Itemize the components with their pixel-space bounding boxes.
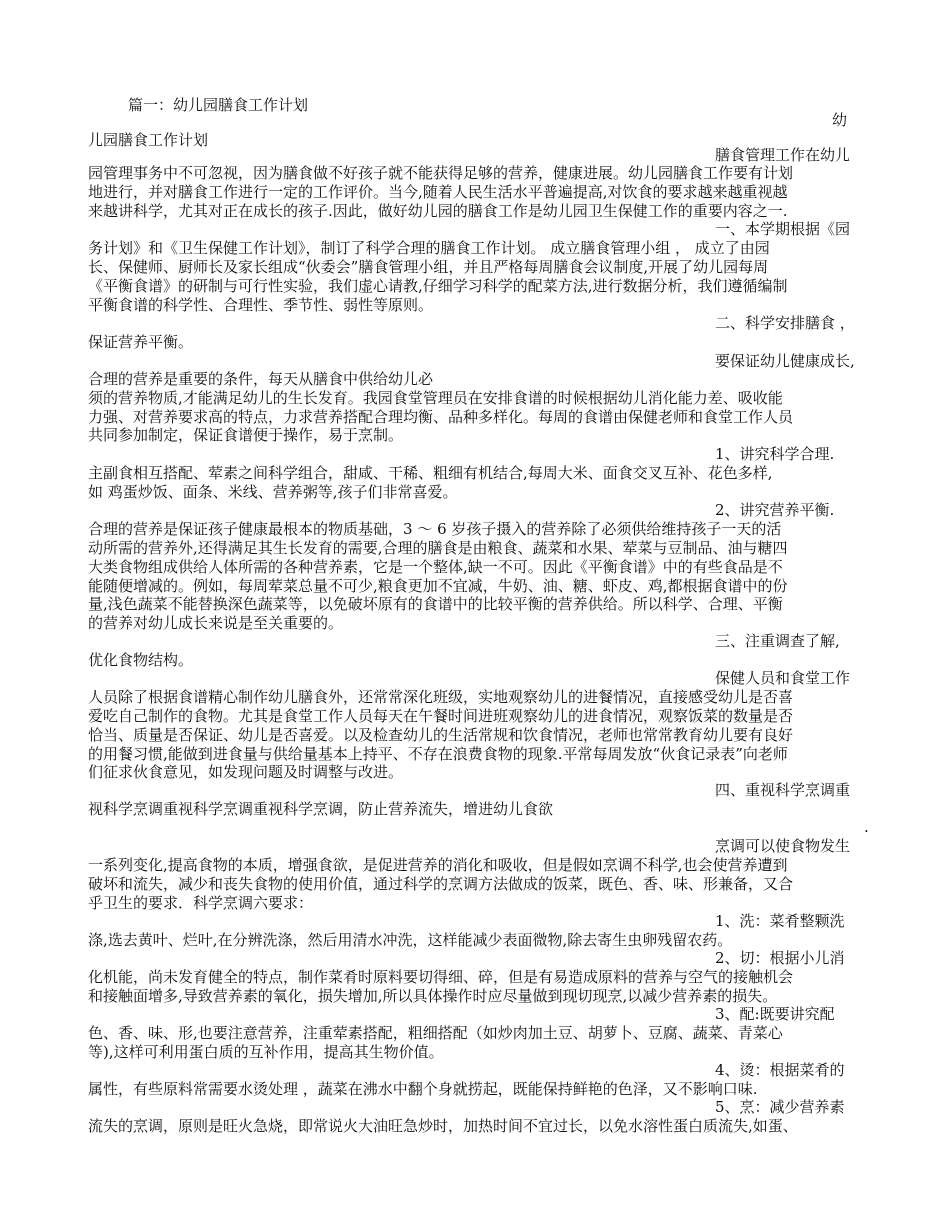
text-line: 2、讲究营养平衡. — [715, 501, 835, 519]
text-line: 大类食物组成供给人体所需的各种营养素，它是一个整体,缺一不可。因此《平衡食谱》中的有些食品是不 — [88, 558, 783, 576]
text-line: 幼 — [832, 111, 848, 129]
text-line: 乎卫生的要求．科学烹调六要求： — [88, 894, 314, 912]
text-line: 儿园膳食工作计划 — [88, 131, 209, 149]
text-line: 二、科学安排膳食 ， — [715, 314, 855, 332]
text-line: 色、香、味、形,也要注意营养，注重荤素搭配，粗细搭配（如炒肉加土豆、胡萝卜、豆腐、蔬菜、青菜心 — [88, 1024, 783, 1042]
text-line: 保证营养平衡。 — [88, 333, 194, 351]
text-line: 化机能，尚未发育健全的特点，制作菜肴时原料要切得细、碎，但是有易造成原料的营养与空气的接触机会 — [88, 968, 794, 986]
text-line: 来越讲科学，尤其对正在成长的孩子.因此，做好幼儿园的膳食工作是幼儿园卫生保健工作的重要内容之一. — [88, 202, 788, 220]
text-line: 膳食管理工作在幼儿 — [715, 146, 851, 164]
text-line: 合理的营养是保证孩子健康最根本的物质基础，3 ～ 6 岁孩子摄入的营养除了必须供给维持孩子一天的活 — [88, 520, 782, 538]
text-line: 的营养对幼儿成长来说是至关重要的。 — [88, 614, 344, 632]
text-line: 须的营养物质,才能满足幼儿的生长发育。我园食堂管理员在安排食谱的时候根据幼儿消化能力差、吸收能 — [88, 389, 783, 407]
text-line: 要保证幼儿健康成长, — [715, 352, 855, 370]
text-line: 3、配:既要讲究配 — [715, 1005, 835, 1023]
text-line: 如 鸡蛋炒饭、面条、米线、营养粥等,孩子们非常喜爱。 — [88, 483, 458, 501]
text-line: 一、本学期根据《园 — [715, 220, 851, 238]
text-line: 爱吃自己制作的食物。尤其是食堂工作人员每天在午餐时间进班观察幼儿的进食情况，观察饭菜的数量是否 — [88, 707, 794, 725]
text-line: 和接触面增多,导致营养素的氧化，损失增加,所以具体操作时应尽量做到现切现烹,以减少营养素的损失。 — [88, 987, 778, 1005]
text-line: 们征求伙食意见，如发现问题及时调整与改进。 — [88, 763, 404, 781]
text-line: 合理的营养是重要的条件，每天从膳食中供给幼儿必 — [88, 370, 434, 388]
text-line: 优化食物结构。 — [88, 651, 194, 669]
text-line: 长、保健师、厨师长及家长组成“伙委会”膳食管理小组，并且严格每周膳食会议制度,开展了幼儿园每周 — [88, 258, 769, 276]
text-line: 人员除了根据食谱精心制作幼儿膳食外，还常常深化班级，实地观察幼儿的进餐情况，直接感受幼儿是否喜 — [88, 688, 794, 706]
text-line: 流失的烹调，原则是旺火急烧，即常说火大油旺急炒时，加热时间不宜过长，以免水溶性蛋白质流失,如蛋、 — [88, 1117, 798, 1135]
text-line: 5、烹：减少营养素 — [715, 1098, 845, 1116]
text-line: 务计划》和《卫生保健工作计划》，制订了科学合理的膳食工作计划。 成立膳食管理小组 ， 成立了由园 — [88, 239, 770, 257]
text-line: 1、讲究科学合理. — [715, 445, 835, 463]
text-line: 保健人员和食堂工作 — [715, 669, 851, 687]
text-line: 等),这样可利用蛋白质的互补作用，提高其生物价值。 — [88, 1043, 444, 1061]
text-line: 2、切：根据小儿消 — [715, 949, 845, 967]
text-line: 《平衡食谱》的研制与可行性实验，我们虚心请教,仔细学习科学的配菜方法,进行数据分析，我们遵循编制 — [88, 277, 788, 295]
text-line: 破坏和流失，减少和丧失食物的使用价值，通过科学的烹调方法做成的饭菜，既色、香、味、形兼备，又合 — [88, 875, 794, 893]
text-line: 主副食相互搭配、荤素之间科学组合，甜咸、干稀、粗细有机结合,每周大米、面食交叉互补、花色多样, — [88, 464, 773, 482]
text-line: 属性，有些原料常需要水烫处理 ，蔬菜在沸水中翻个身就捞起，既能保持鲜艳的色泽，又不影响口味. — [88, 1080, 758, 1098]
text-line: 篇一：幼儿园膳食工作计划 — [128, 96, 309, 114]
text-line: 恰当、质量是否保证、幼儿是否喜爱。以及检查幼儿的生活常规和饮食情况，老师也常常教育幼儿要有良好 — [88, 726, 794, 744]
text-line: 涤,选去黄叶、烂叶,在分辨洗涤，然后用清水冲洗，这样能减少表面微物,除去寄生虫卵残留农药。 — [88, 931, 733, 949]
text-line: 量,浅色蔬菜不能替换深色蔬菜等，以免破坏原有的食谱中的比较平衡的营养供给。所以科学、合理、平衡 — [88, 595, 783, 613]
text-line: 动所需的营养外,还得满足其生长发育的需要,合理的膳食是由粮食、蔬菜和水果、荤菜与豆制品、油与糖四 — [88, 539, 788, 557]
text-line: 地进行，并对膳食工作进行一定的工作评价。当今,随着人民生活水平普遍提高,对饮食的要求越来越重视越 — [88, 183, 788, 201]
text-line: 1、洗：菜肴整颗洗 — [715, 912, 845, 930]
text-line: 能随便增减的。例如，每周荤菜总量不可少,粮食更加不宜减，牛奶、油、糖、虾皮、鸡,都根据食谱中的份 — [88, 577, 788, 595]
text-line: 三、注重调查了解, — [715, 632, 840, 650]
text-line: 力强、对营养要求高的特点，力求营养搭配合理均衡、品种多样化。每周的食谱由保健老师和食堂工作人员 — [88, 408, 794, 426]
text-line: 视科学烹调重视科学烹调重视科学烹调，防止营养流失，增进幼儿食欲 — [88, 800, 554, 818]
text-line: . — [864, 818, 869, 836]
text-line: 烹调可以使食物发生 — [715, 837, 851, 855]
text-line: 4、烫：根据菜肴的 — [715, 1061, 845, 1079]
text-line: 一系列变化,提高食物的本质，增强食欲，是促进营养的消化和吸收，但是假如烹调不科学,也会使营养遭到 — [88, 856, 788, 874]
text-line: 平衡食谱的科学性、合理性、季节性、弱性等原则。 — [88, 296, 434, 314]
text-line: 四、重视科学烹调重 — [715, 781, 851, 799]
text-line: 共同参加制定，保证食谱便于操作，易于烹制。 — [88, 426, 404, 444]
text-line: 园管理事务中不可忽视，因为膳食做不好孩子就不能获得足够的营养，健康进展。幼儿园膳食工作要有计划 — [88, 164, 794, 182]
text-line: 的用餐习惯,能做到进食量与供给量基本上持平、不存在浪费食物的现象.平常每周发放“伙食记录表”向老师 — [88, 745, 788, 763]
